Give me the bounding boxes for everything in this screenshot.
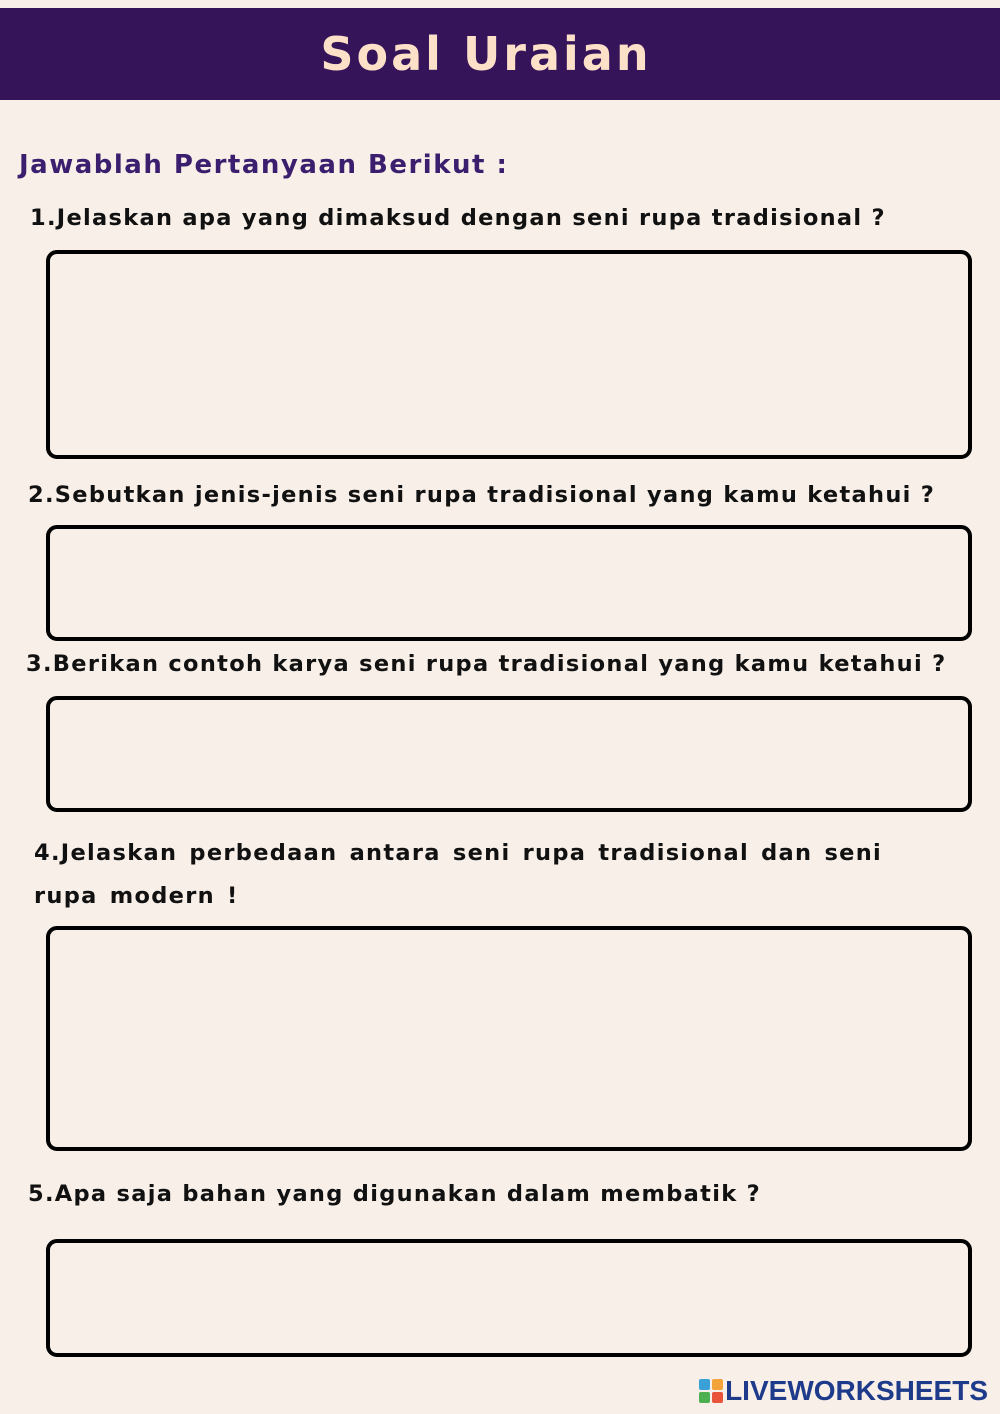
question-3: 3.Berikan contoh karya seni rupa tradisional yang kamu ketahui ?: [26, 651, 947, 677]
answer-box-5[interactable]: [46, 1239, 972, 1357]
answer-box-1[interactable]: [46, 250, 972, 459]
answer-box-2[interactable]: [46, 525, 972, 641]
liveworksheets-logo-text: LIVEWORKSHEETS: [725, 1375, 988, 1406]
page-title: Soal Uraian: [320, 27, 652, 81]
answer-box-3[interactable]: [46, 696, 972, 812]
question-1: 1.Jelaskan apa yang dimaksud dengan seni rupa tradisional ?: [30, 205, 886, 231]
question-4: 4.Jelaskan perbedaan antara seni rupa tradisional dan seni rupa modern !: [34, 840, 883, 909]
liveworksheets-logo: [699, 1376, 988, 1406]
question-5: 5.Apa saja bahan yang digunakan dalam membatik ?: [28, 1181, 761, 1207]
instruction-text: Jawablah Pertanyaan Berikut :: [19, 150, 509, 180]
answer-box-4[interactable]: [46, 926, 972, 1151]
liveworksheets-logo-icon: [699, 1379, 723, 1403]
question-2: 2.Sebutkan jenis-jenis seni rupa tradisional yang kamu ketahui ?: [28, 482, 936, 508]
